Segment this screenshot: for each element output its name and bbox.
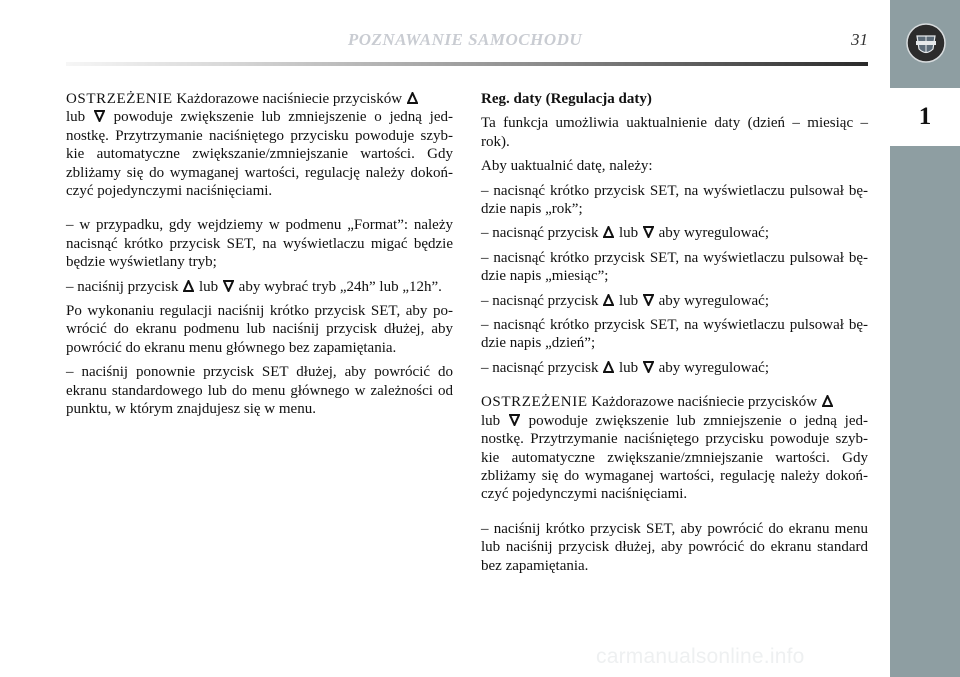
warning-text: powoduje zwiększenie lub zmniejszenie o jedną jednostkę. Przytrzymanie naciśniętego przycisku powoduje szybkie automatyczne zwiększanie/zmniejszanie wartości. Gdy zbliżamy się do wymaganej wartości, regulację należy dokończyć pojedynczymi naciśnięciami. [66,109,453,200]
left-text-column [66,90,453,425]
triangle-up-icon [603,294,614,306]
warning-text: lub [66,109,93,126]
warning-label: OSTRZEŻENIE [66,91,173,107]
paragraph-press-again: – naciśnij ponownie przycisk SET dłużej, aby powrócić do ekranu standardowego lub do menu głównego w zależności od punktu, w którym znajdujesz się w menu. [66,364,453,418]
triangle-down-icon [509,414,520,426]
text-fragment: lub [615,225,642,242]
paragraph-how: Aby uaktualnić datę, należy: [481,158,653,175]
warning-text: Każdorazowe naciśniecie przycisków [172,91,406,107]
triangle-up-icon [407,92,418,104]
triangle-up-icon [822,395,833,407]
chapter-tab[interactable]: 1 [890,88,960,146]
section-heading: Reg. daty (Regulacja daty) [481,91,652,107]
running-header-title: POZNAWANIE SAMOCHODU [347,30,583,49]
text-fragment: aby wyregulować; [654,225,770,242]
paragraph-year: – nacisnąć krótko przycisk SET, na wyświetlaczu pulsował będzie napis „rok”; [481,182,868,218]
header-rule [66,62,868,66]
watermark: carmanualsonline.info [596,645,805,668]
paragraph-intro: Ta funkcja umożliwia uaktualnienie daty (dzień – miesiąc – rok). [481,115,868,150]
right-text-column [481,90,868,581]
text-fragment: aby wybrać tryb „24h” lub „12h”. [234,278,442,295]
paragraph-format: – w przypadku, gdy wejdziemy w podmenu „Format”: należy nacisnąć krótko przycisk SET, na wyświetlaczu migać będzie będzie wyświetlany tryb; [66,217,453,271]
text-fragment: aby wyregulować; [654,359,770,376]
triangle-up-icon [183,280,194,292]
paragraph-month: – nacisnąć krótko przycisk SET, na wyświetlaczu pulsował będzie napis „miesiąc”; [481,249,868,285]
triangle-down-icon [643,294,654,306]
text-fragment: aby wyregulować; [654,292,770,309]
triangle-down-icon [223,280,234,292]
triangle-up-icon [603,226,614,238]
warning-paragraph [481,393,868,503]
triangle-down-icon [643,361,654,373]
paragraph-mode [66,278,453,296]
triangle-down-icon [94,110,105,122]
text-fragment: lub [615,292,642,309]
warning-text: lub [481,412,508,429]
warning-text: powoduje zwiększenie lub zmniejszenie o jedną jednostkę. Przytrzymanie naciśniętego przycisku powoduje szybkie automatyczne zwiększanie/zmniejszanie wartości. Gdy zbliżamy się do wymaganej wartości, regulację należy dokończyć pojedynczymi naciśnięciami. [481,412,868,503]
lancia-shield-logo-icon [906,23,946,63]
paragraph-day: – nacisnąć krótko przycisk SET, na wyświetlaczu pulsował będzie napis „dzień”; [481,317,868,352]
warning-label: OSTRZEŻENIE [481,394,588,411]
paragraph-adjust-year [481,224,868,242]
triangle-down-icon [643,226,654,238]
warning-text: Każdorazowe naciśniecie przycisków [587,394,821,411]
paragraph-after-adjustment: Po wykonaniu regulacji naciśnij krótko przycisk SET, aby powrócić do ekranu podmenu lub naciśnij przycisk dłużej, aby powrócić do ekranu menu głównego bez zapamiętania. [66,303,453,356]
text-fragment: lub [615,359,642,376]
text-fragment: – nacisnąć przycisk [481,225,603,242]
warning-paragraph [66,90,453,200]
paragraph-final: – naciśnij krótko przycisk SET, aby powrócić do ekranu menu lub naciśnij przycisk dłużej, aby powrócić do ekranu standard bez zapamiętania. [481,520,868,574]
text-fragment: – nacisnąć przycisk [481,292,603,309]
text-fragment: – nacisnąć przycisk [481,359,603,376]
text-fragment: – naciśnij przycisk [66,278,183,295]
page-number: 31 [851,30,868,49]
paragraph-adjust-day [481,359,868,377]
triangle-up-icon [603,361,614,373]
text-fragment: lub [195,278,222,295]
paragraph-adjust-month [481,292,868,310]
